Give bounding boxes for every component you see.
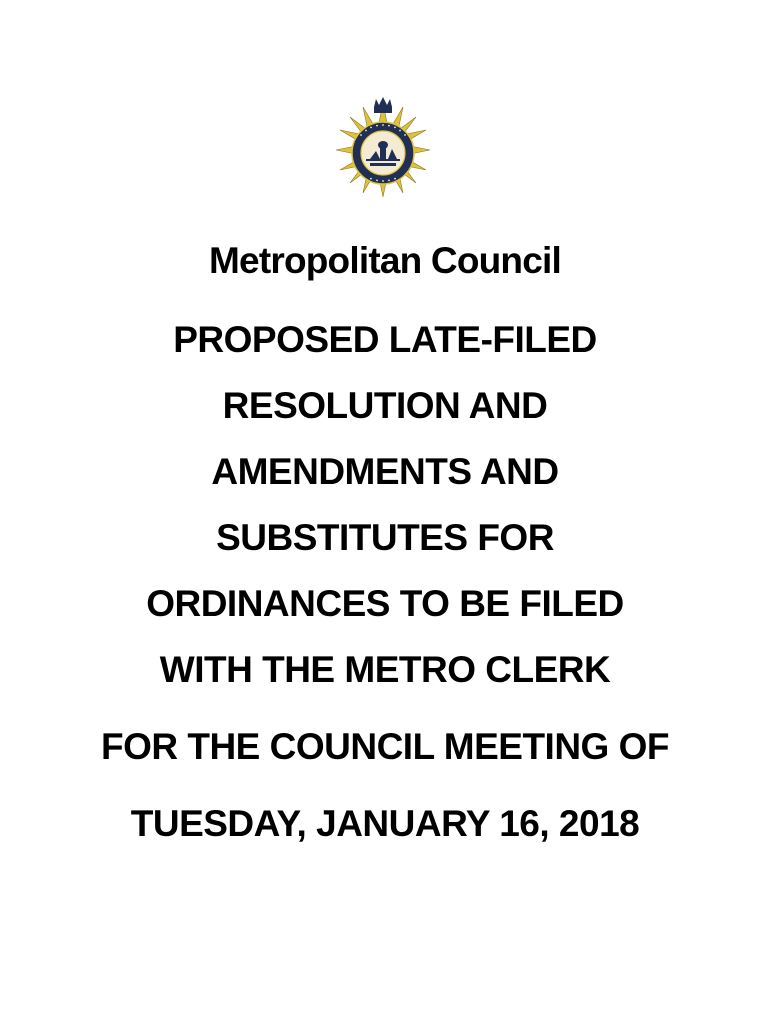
meeting-date: TUESDAY, JANUARY 16, 2018 — [130, 803, 640, 844]
heading-line-5: ORDINANCES TO BE FILED — [146, 583, 624, 624]
heading-line-6: WITH THE METRO CLERK — [159, 649, 611, 690]
heading-line-1: PROPOSED LATE-FILED — [173, 319, 597, 360]
heading-line-2: RESOLUTION AND — [222, 385, 548, 426]
heading-line-4: SUBSTITUTES FOR — [216, 517, 554, 558]
council-title: Metropolitan Council — [209, 240, 561, 281]
heading-line-3: AMENDMENTS AND — [211, 451, 559, 492]
metro-nashville-seal-icon — [326, 93, 440, 207]
meeting-label: FOR THE COUNCIL MEETING OF — [100, 726, 670, 767]
